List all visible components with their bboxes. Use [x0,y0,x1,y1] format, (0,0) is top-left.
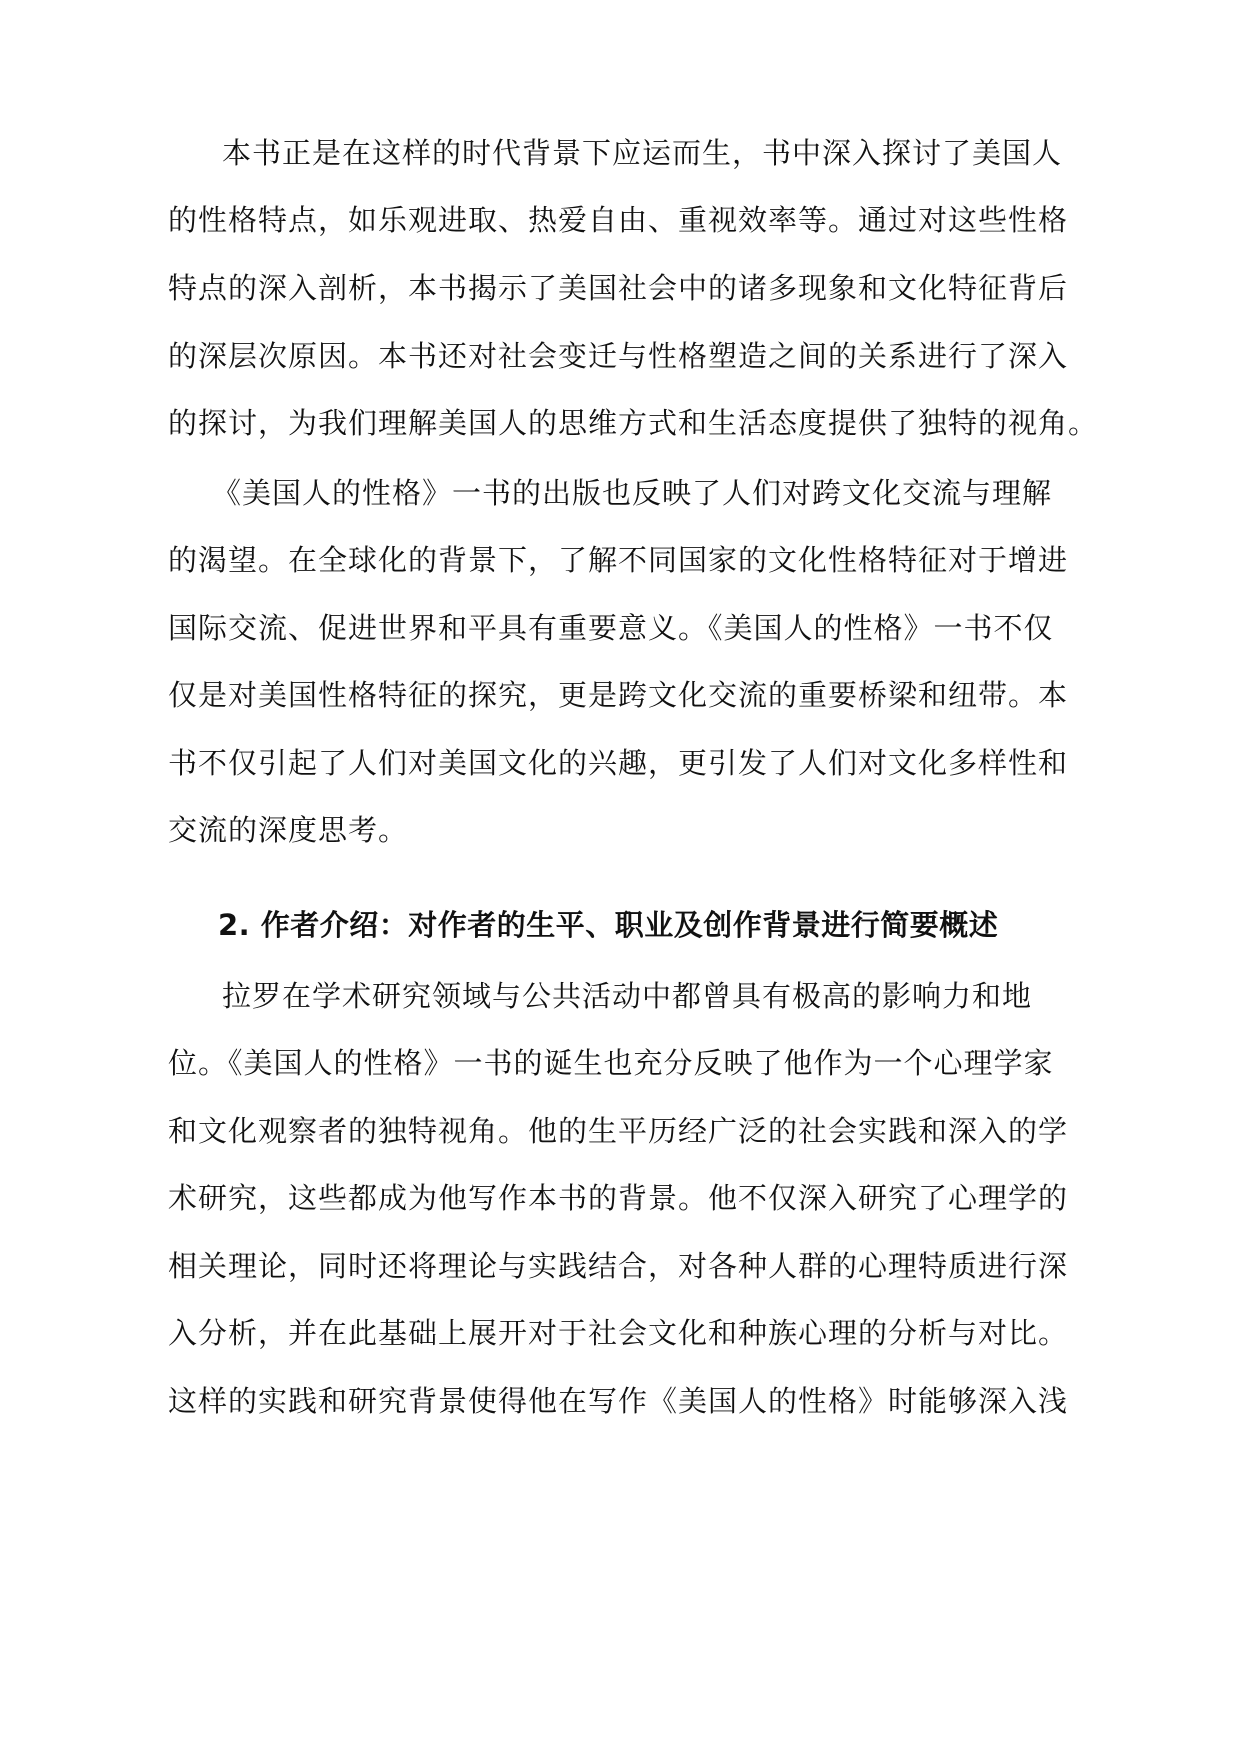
paragraph-line: 书不仅引起了人们对美国文化的兴趣，更引发了人们对文化多样性和 [168,746,1069,780]
paragraph-line: 交流的深度思考。 [168,813,409,847]
paragraph-line: 国际交流、促进世界和平具有重要意义。《美国人的性格》一书不仅 [168,611,1054,645]
paragraph-line: 的性格特点，如乐观进取、热爱自由、重视效率等。通过对这些性格 [168,203,1069,237]
paragraph-line: 《美国人的性格》一书的出版也反映了人们对跨文化交流与理解 [212,476,1053,510]
paragraph-line: 的渴望。在全球化的背景下，了解不同国家的文化性格特征对于增进 [168,543,1069,577]
paragraph-line: 入分析，并在此基础上展开对于社会文化和种族心理的分析与对比。 [168,1316,1069,1350]
paragraph-line: 的探讨，为我们理解美国人的思维方式和生活态度提供了独特的视角。 [168,406,1099,440]
paragraph-line: 和文化观察者的独特视角。他的生平历经广泛的社会实践和深入的学 [168,1114,1069,1148]
paragraph-line: 拉罗在学术研究领域与公共活动中都曾具有极高的影响力和地 [222,979,1033,1013]
paragraph-line: 相关理论，同时还将理论与实践结合，对各种人群的心理特质进行深 [168,1249,1069,1283]
paragraph-line: 这样的实践和研究背景使得他在写作《美国人的性格》时能够深入浅 [168,1384,1069,1418]
paragraph-line: 本书正是在这样的时代背景下应运而生，书中深入探讨了美国人 [222,136,1063,170]
paragraph-line: 位。《美国人的性格》一书的诞生也充分反映了他作为一个心理学家 [168,1046,1054,1080]
paragraph-line: 术研究，这些都成为他写作本书的背景。他不仅深入研究了心理学的 [168,1181,1069,1215]
paragraph-line: 仅是对美国性格特征的探究，更是跨文化交流的重要桥梁和纽带。本 [168,678,1069,712]
paragraph-line: 特点的深入剖析，本书揭示了美国社会中的诸多现象和文化特征背后 [168,271,1069,305]
section-heading: 2. 作者介绍：对作者的生平、职业及创作背景进行简要概述 [218,908,999,942]
paragraph-line: 的深层次原因。本书还对社会变迁与性格塑造之间的关系进行了深入 [168,339,1069,373]
